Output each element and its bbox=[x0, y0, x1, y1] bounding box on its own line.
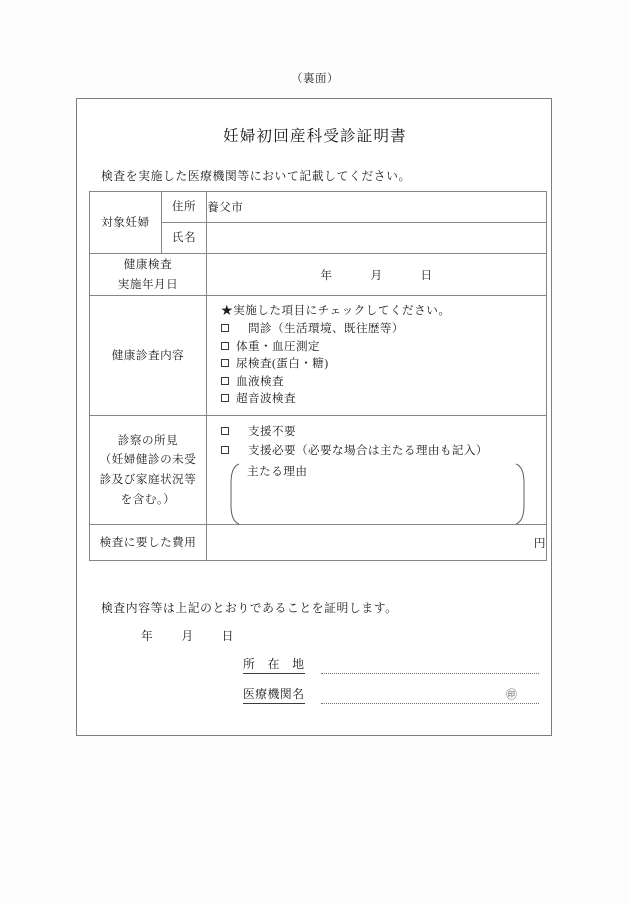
left-bracket-icon bbox=[229, 463, 240, 525]
page-title: 妊婦初回産科受診証明書 bbox=[223, 128, 407, 145]
cost-unit: 円 bbox=[533, 536, 546, 550]
right-bracket-icon bbox=[515, 463, 526, 525]
option-support-needed-label: 支援必要（必要な場合は主たる理由も記入） bbox=[236, 443, 488, 457]
checkbox-icon[interactable] bbox=[221, 377, 229, 385]
reason-label: 主たる理由 bbox=[247, 464, 308, 478]
location-input[interactable] bbox=[321, 657, 539, 674]
page-side-note: （裏面） bbox=[291, 73, 339, 85]
exam-date-month: 月 bbox=[370, 268, 383, 282]
findings-label-line4: を含む。） bbox=[120, 492, 176, 506]
subject-label: 対象妊婦 bbox=[90, 192, 162, 254]
exam-checklist bbox=[207, 320, 546, 415]
checklist-label: 体重・血圧測定 bbox=[236, 339, 320, 353]
checklist-heading: ★実施した項目にチェックしてください。 bbox=[221, 304, 451, 317]
table-row-address bbox=[90, 192, 547, 223]
findings-label-line1: 診察の所見 bbox=[117, 433, 179, 447]
exam-date-day: 日 bbox=[420, 268, 433, 282]
list-item[interactable] bbox=[221, 320, 546, 338]
cost-label: 検査に要した費用 bbox=[90, 525, 207, 561]
exam-date-value[interactable] bbox=[207, 254, 547, 296]
cost-value[interactable] bbox=[207, 525, 547, 561]
checkbox-icon[interactable] bbox=[221, 446, 229, 454]
footer-date-month: 月 bbox=[181, 629, 194, 643]
findings-label-line2: （妊婦健診の未受 bbox=[99, 453, 197, 467]
exam-content-value bbox=[207, 296, 547, 416]
reason-input-box[interactable] bbox=[229, 463, 526, 525]
list-item[interactable] bbox=[221, 338, 546, 356]
exam-content-label: 健康診査内容 bbox=[90, 296, 207, 416]
footer-date-year: 年 bbox=[141, 629, 154, 643]
footer-date[interactable] bbox=[141, 627, 234, 644]
exam-date-label-line2: 実施年月日 bbox=[117, 277, 179, 291]
checklist-label: 尿検査(蛋白・糖) bbox=[236, 357, 329, 371]
table-row-findings bbox=[90, 416, 547, 525]
institution-line[interactable] bbox=[243, 685, 539, 704]
location-label: 所 在 地 bbox=[243, 655, 305, 674]
checkbox-icon[interactable] bbox=[221, 359, 229, 367]
checkbox-icon[interactable] bbox=[221, 427, 229, 435]
seal-icon: ㊞ bbox=[506, 689, 517, 701]
list-item[interactable] bbox=[221, 390, 546, 408]
institution-label: 医療機関名 bbox=[243, 685, 305, 704]
certificate-table bbox=[89, 191, 547, 561]
option-no-support[interactable] bbox=[221, 423, 546, 442]
findings-label-line3: 診及び家庭状況等 bbox=[99, 473, 197, 487]
table-row-exam-date bbox=[90, 254, 547, 296]
checklist-label: 血液検査 bbox=[236, 374, 284, 388]
name-label: 氏名 bbox=[162, 223, 207, 254]
location-line[interactable] bbox=[243, 655, 539, 674]
exam-date-label bbox=[90, 254, 207, 296]
address-value[interactable]: 養父市 bbox=[207, 192, 547, 223]
checkbox-icon[interactable] bbox=[221, 342, 229, 350]
certify-statement: 検査内容等は上記のとおりであることを証明します。 bbox=[101, 601, 398, 615]
footer-date-day: 日 bbox=[221, 629, 234, 643]
address-label: 住所 bbox=[162, 192, 207, 223]
exam-date-label-line1: 健康検査 bbox=[123, 257, 173, 271]
name-value[interactable] bbox=[207, 223, 547, 254]
exam-date-year: 年 bbox=[320, 268, 333, 282]
option-no-support-label: 支援不要 bbox=[236, 425, 296, 439]
findings-value bbox=[207, 416, 547, 525]
table-row-cost bbox=[90, 525, 547, 561]
checkbox-icon[interactable] bbox=[221, 324, 229, 332]
certificate-frame bbox=[76, 98, 552, 736]
table-row-exam-content bbox=[90, 296, 547, 416]
findings-label bbox=[90, 416, 207, 525]
list-item[interactable] bbox=[221, 355, 546, 373]
checkbox-icon[interactable] bbox=[221, 394, 229, 402]
instruction-text: 検査を実施した医療機関等において記載してください。 bbox=[101, 169, 411, 183]
option-support-needed[interactable] bbox=[221, 442, 546, 461]
checklist-label: 超音波検査 bbox=[236, 392, 296, 406]
checklist-label: 問診（生活環境、既往歴等） bbox=[236, 322, 404, 335]
list-item[interactable] bbox=[221, 373, 546, 391]
